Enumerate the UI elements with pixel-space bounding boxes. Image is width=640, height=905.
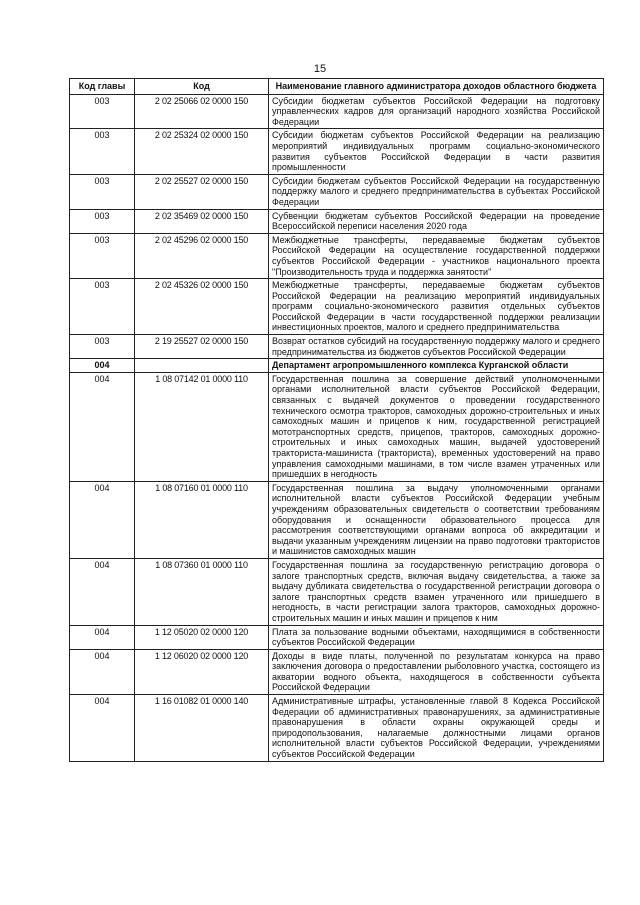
table-row	[70, 481, 604, 558]
chapter-code-cell: 004	[70, 695, 135, 762]
revenue-code-cell: 1 08 07360 01 0000 110	[135, 558, 269, 625]
administrator-name-cell: Субсидии бюджетам субъектов Российской Федерации на государственную поддержку малого и среднего предпринимательства в субъектах Российской Федерации	[269, 174, 604, 209]
table-row	[70, 129, 604, 174]
chapter-code-cell: 004	[70, 649, 135, 694]
header-chapter-code: Код главы	[70, 79, 135, 95]
revenue-code-cell: 2 02 45296 02 0000 150	[135, 233, 269, 278]
revenue-code-cell: 2 02 25324 02 0000 150	[135, 129, 269, 174]
administrator-name-cell: Департамент агропромышленного комплекса Курганской области	[269, 359, 604, 373]
revenue-code-cell: 2 19 25527 02 0000 150	[135, 335, 269, 359]
administrator-name-cell: Межбюджетные трансферты, передаваемые бюджетам субъектов Российской Федерации на реализацию мероприятий индивидуальных программ социально-экономического развития отдельных субъектов Российской Федерации в части государственной поддержки реализации инвестиционных проектов, малого и среднего предпринимательства	[269, 279, 604, 335]
administrator-name-cell: Государственная пошлина за совершение действий уполномоченными органами исполнительной власти субъектов Российской Федерации, связанных с выдачей документов о проведении государственного технического осмотра тракторов, самоходных дорожно-строительных и иных самоходных машин и прицепов к ним, государственной регистрацией мототранспортных средств, прицепов, тракторов, самоходных дорожно-строительных и иных самоходных машин, выдачей удостоверений тракториста-машиниста (тракториста), временных удостоверений на право управления самоходными машинами, в том числе взамен утраченных или пришедших в негодность	[269, 372, 604, 481]
revenue-code-cell: 1 16 01082 01 0000 140	[135, 695, 269, 762]
revenue-code-cell: 2 02 45326 02 0000 150	[135, 279, 269, 335]
table-row	[70, 335, 604, 359]
table-row	[70, 625, 604, 649]
chapter-code-cell: 003	[70, 129, 135, 174]
table-row	[70, 174, 604, 209]
chapter-code-cell: 004	[70, 372, 135, 481]
table-row	[70, 695, 604, 762]
revenue-administrators-table	[69, 78, 604, 762]
table-row	[70, 94, 604, 129]
chapter-code-cell: 004	[70, 558, 135, 625]
page-number: 15	[313, 63, 327, 75]
administrator-name-cell: Государственная пошлина за государственную регистрацию договора о залоге транспортных средств, включая выдачу свидетельства, а также за выдачу дубликата свидетельства о государственной регистрации договора о залоге транспортных средств взамен утраченного или пришедшего в негодность, в части регистрации залога тракторов, самоходных дорожно-строительных машин и иных машин и прицепов к ним	[269, 558, 604, 625]
administrator-name-cell: Административные штрафы, установленные главой 8 Кодекса Российской Федерации об административных правонарушениях, за административные правонарушения в области охраны окружающей среды и природопользования, налагаемые должностными лицами органов исполнительной власти субъектов Российской Федерации, учреждениями субъектов Российской Федерации	[269, 695, 604, 762]
table-row	[70, 209, 604, 233]
administrator-name-cell: Государственная пошлина за выдачу уполномоченными органами исполнительной власти субъектов Российской Федерации учебным учреждениям образовательных свидетельств о соответствии требованиям оборудования и оснащенности образовательного процесса для рассмотрения соответствующими органами вопроса об аккредитации и выдачи указанным учреждениям лицензии на право подготовки трактористов и машинистов самоходных машин	[269, 481, 604, 558]
chapter-code-cell: 003	[70, 94, 135, 129]
administrator-name-cell: Плата за пользование водными объектами, находящимися в собственности субъектов Российской Федерации	[269, 625, 604, 649]
revenue-code-cell: 2 02 25527 02 0000 150	[135, 174, 269, 209]
chapter-code-cell: 003	[70, 174, 135, 209]
chapter-code-cell: 003	[70, 335, 135, 359]
chapter-code-cell: 004	[70, 359, 135, 373]
revenue-code-cell: 2 02 25066 02 0000 150	[135, 94, 269, 129]
header-code: Код	[135, 79, 269, 95]
revenue-code-cell: 1 08 07142 01 0000 110	[135, 372, 269, 481]
table-header-row	[70, 79, 604, 95]
revenue-code-cell: 2 02 35469 02 0000 150	[135, 209, 269, 233]
chapter-code-cell: 003	[70, 279, 135, 335]
administrator-name-cell: Субсидии бюджетам субъектов Российской Федерации на подготовку управленческих кадров для организаций народного хозяйства Российской Федерации	[269, 94, 604, 129]
table-row	[70, 279, 604, 335]
table-body	[70, 94, 604, 761]
chapter-code-cell: 003	[70, 233, 135, 278]
chapter-code-cell: 004	[70, 481, 135, 558]
chapter-code-cell: 004	[70, 625, 135, 649]
section-header-row	[70, 359, 604, 373]
administrator-name-cell: Возврат остатков субсидий на государственную поддержку малого и среднего предпринимательства из бюджетов субъектов Российской Федерации	[269, 335, 604, 359]
table-row	[70, 372, 604, 481]
revenue-code-cell: 1 08 07160 01 0000 110	[135, 481, 269, 558]
revenue-code-cell: 1 12 06020 02 0000 120	[135, 649, 269, 694]
chapter-code-cell: 003	[70, 209, 135, 233]
administrator-name-cell: Доходы в виде платы, полученной по результатам конкурса на право заключения договора о предоставлении рыболовного участка, состоящего из акватории водного объекта, находящегося в собственности субъекта Российской Федерации	[269, 649, 604, 694]
administrator-name-cell: Субсидии бюджетам субъектов Российской Федерации на реализацию мероприятий индивидуальных программ социально-экономического развития субъектов Российской Федерации в части развития промышленности	[269, 129, 604, 174]
table-row	[70, 649, 604, 694]
revenue-code-cell: 1 12 05020 02 0000 120	[135, 625, 269, 649]
table-row	[70, 558, 604, 625]
revenue-code-cell	[135, 359, 269, 373]
header-administrator-name: Наименование главного администратора доходов областного бюджета	[269, 79, 604, 95]
administrator-name-cell: Субвенции бюджетам субъектов Российской Федерации на проведение Всероссийской переписи населения 2020 года	[269, 209, 604, 233]
administrator-name-cell: Межбюджетные трансферты, передаваемые бюджетам субъектов Российской Федерации на осуществление государственной поддержки субъектов Российской Федерации - участников национального проекта "Производительность труда и поддержка занятости"	[269, 233, 604, 278]
table-row	[70, 233, 604, 278]
